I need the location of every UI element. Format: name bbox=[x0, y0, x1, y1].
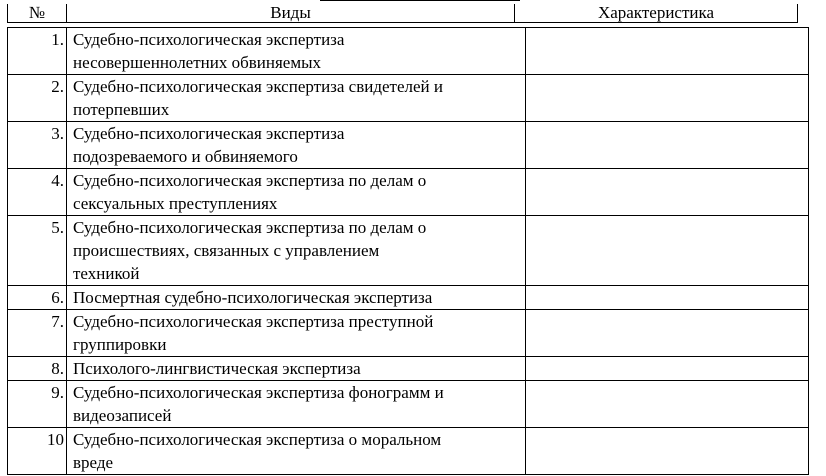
table-row bbox=[8, 75, 809, 122]
kind-line: Судебно-психологическая экспертиза преступной bbox=[73, 312, 434, 331]
row-number: 1. bbox=[8, 28, 67, 75]
row-feature bbox=[526, 28, 809, 75]
row-kind bbox=[67, 122, 526, 169]
row-number: 5. bbox=[8, 216, 67, 286]
row-kind bbox=[67, 357, 526, 381]
table-row bbox=[8, 169, 809, 216]
row-kind bbox=[67, 286, 526, 310]
row-feature bbox=[526, 75, 809, 122]
header-kind: Виды bbox=[67, 4, 515, 23]
kind-line: Судебно-психологическая экспертиза bbox=[73, 124, 345, 143]
kind-line: Судебно-психологическая экспертиза по делам о bbox=[73, 171, 427, 190]
table-row bbox=[8, 381, 809, 428]
row-kind bbox=[67, 28, 526, 75]
row-number: 8. bbox=[8, 357, 67, 381]
kind-line: техникой bbox=[73, 264, 140, 283]
kind-line: потерпевших bbox=[73, 100, 170, 119]
row-kind bbox=[67, 310, 526, 357]
row-number: 6. bbox=[8, 286, 67, 310]
row-feature bbox=[526, 286, 809, 310]
row-feature bbox=[526, 357, 809, 381]
kind-line: группировки bbox=[73, 335, 167, 354]
expertise-table bbox=[7, 27, 809, 475]
kind-line: подозреваемого и обвиняемого bbox=[73, 147, 298, 166]
row-kind bbox=[67, 216, 526, 286]
row-feature bbox=[526, 122, 809, 169]
row-number: 9. bbox=[8, 381, 67, 428]
kind-line: происшествиях, связанных с управлением bbox=[73, 241, 380, 260]
row-feature bbox=[526, 428, 809, 475]
row-feature bbox=[526, 381, 809, 428]
row-number: 2. bbox=[8, 75, 67, 122]
row-number: 7. bbox=[8, 310, 67, 357]
row-number: 10 bbox=[8, 428, 67, 475]
kind-line: сексуальных преступлениях bbox=[73, 194, 278, 213]
table-row bbox=[8, 216, 809, 286]
row-kind bbox=[67, 75, 526, 122]
row-number: 3. bbox=[8, 122, 67, 169]
kind-line: Судебно-психологическая экспертиза свидетелей и bbox=[73, 77, 443, 96]
row-kind bbox=[67, 381, 526, 428]
kind-line: видеозаписей bbox=[73, 406, 172, 425]
kind-line: Посмертная судебно-психологическая экспертиза bbox=[73, 288, 433, 307]
kind-line: Судебно-психологическая экспертиза bbox=[73, 30, 345, 49]
row-kind bbox=[67, 169, 526, 216]
row-feature bbox=[526, 169, 809, 216]
table-row bbox=[8, 357, 809, 381]
table-row bbox=[8, 310, 809, 357]
table-header bbox=[7, 4, 798, 23]
kind-line: Судебно-психологическая экспертиза фонограмм и bbox=[73, 383, 444, 402]
kind-line: вреде bbox=[73, 453, 114, 472]
kind-line: Судебно-психологическая экспертиза о моральном bbox=[73, 430, 442, 449]
header-feature: Характеристика bbox=[515, 4, 798, 23]
header-row bbox=[8, 4, 798, 23]
table-row bbox=[8, 286, 809, 310]
row-kind bbox=[67, 428, 526, 475]
header-num: № bbox=[8, 4, 67, 23]
table-row bbox=[8, 28, 809, 75]
kind-line: Психолого-лингвистическая экспертиза bbox=[73, 359, 361, 378]
kind-line: несовершеннолетних обвиняемых bbox=[73, 53, 322, 72]
row-number: 4. bbox=[8, 169, 67, 216]
kind-line: Судебно-психологическая экспертиза по делам о bbox=[73, 218, 427, 237]
row-feature bbox=[526, 216, 809, 286]
table-row bbox=[8, 428, 809, 475]
row-feature bbox=[526, 310, 809, 357]
table-row bbox=[8, 122, 809, 169]
